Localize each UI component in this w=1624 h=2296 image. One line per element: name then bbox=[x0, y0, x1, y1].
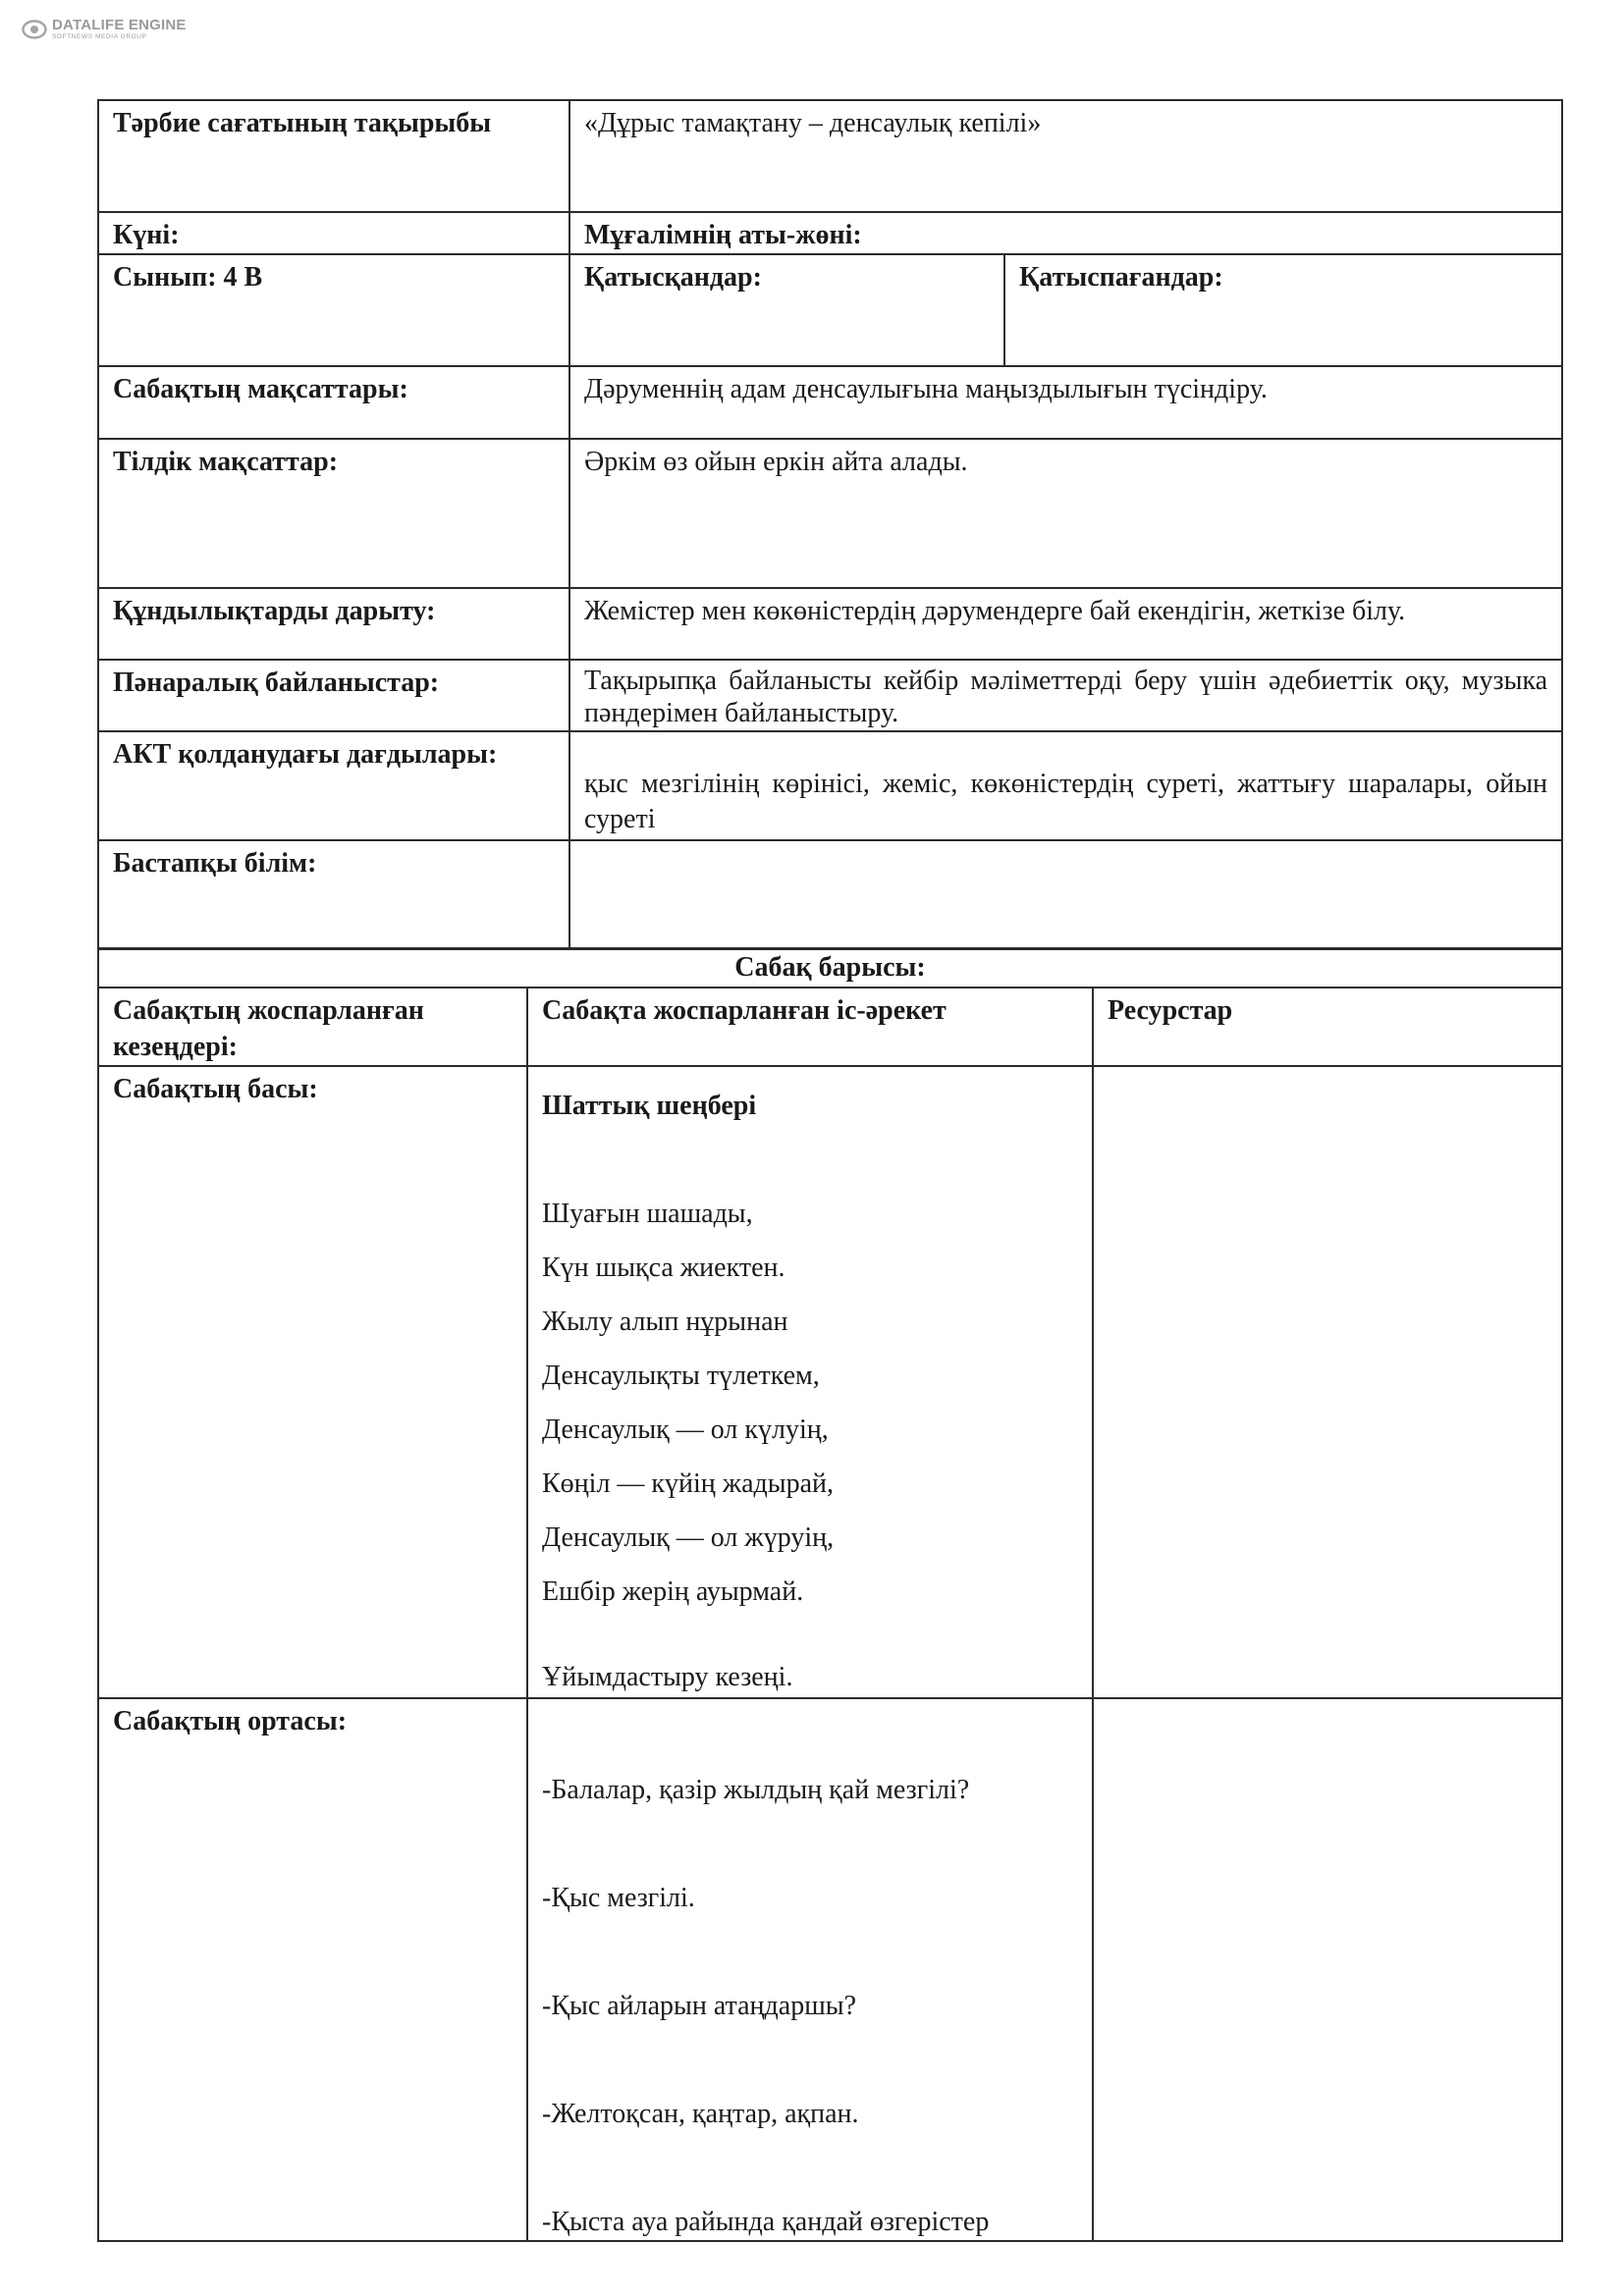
ict-skills-value: қыс мезгілінің көрінісі, жеміс, көкөністердің суреті, жаттығу шаралары, ойын суреті bbox=[569, 731, 1562, 840]
start-stage-label: Сабақтың басы: bbox=[98, 1066, 527, 1698]
poem-line: Жылу алып нұрынан bbox=[542, 1307, 788, 1337]
absent-label: Қатыспағандар: bbox=[1004, 254, 1562, 366]
watermark-subtitle: SOFTNEWS MEDIA GROUP bbox=[52, 33, 147, 40]
middle-stage-label: Сабақтың ортасы: bbox=[98, 1698, 527, 2241]
topic-label: Тәрбие сағатының тақырыбы bbox=[98, 100, 569, 212]
poem-line: Денсаулық — ол жүруің, bbox=[542, 1522, 835, 1553]
present-label: Қатысқандар: bbox=[569, 254, 1004, 366]
eye-logo-icon bbox=[22, 19, 47, 40]
language-goals-label: Тілдік мақсаттар: bbox=[98, 439, 569, 588]
start-resources-cell bbox=[1093, 1066, 1562, 1698]
poem-line: Ешбір жерің ауырмай. bbox=[542, 1576, 804, 1607]
col-resources-header: Ресурстар bbox=[1093, 988, 1562, 1066]
teacher-label: Мұғалімнің аты-жөні: bbox=[569, 212, 1562, 254]
col-activity-header: Сабақта жоспарланған іс-әрекет bbox=[527, 988, 1093, 1066]
middle-resources-cell bbox=[1093, 1698, 1562, 2241]
col-stages-header: Сабақтың жоспарланған кезеңдері: bbox=[98, 988, 527, 1066]
middle-activity-cell bbox=[527, 1698, 1093, 2241]
values-label: Құндылықтарды дарыту: bbox=[98, 588, 569, 660]
dialogue-line: -Қыста ауа райында қандай өзгерістер bbox=[542, 2207, 990, 2237]
watermark-title: DATALIFE ENGINE bbox=[52, 17, 187, 33]
poem-line: Күн шықса жиектен. bbox=[542, 1253, 785, 1283]
class-label: Сынып: 4 В bbox=[98, 254, 569, 366]
prior-knowledge-label: Бастапқы білім: bbox=[98, 840, 569, 948]
interdisciplinary-value: Тақырыпқа байланысты кейбір мәліметтерді беру үшін әдебиеттік оқу, музыка пәндерімен байланыстыру. bbox=[569, 660, 1562, 731]
poem-line: Көңіл — күйің жадырай, bbox=[542, 1468, 835, 1499]
lesson-info-table bbox=[97, 99, 1563, 949]
dialogue-line: -Қыс айларын атаңдаршы? bbox=[542, 1991, 857, 2021]
start-activity-cell bbox=[527, 1066, 1093, 1698]
dialogue-line: -Қыс мезгілі. bbox=[542, 1883, 695, 1913]
topic-value: «Дұрыс тамақтану – денсаулық кепілі» bbox=[569, 100, 1562, 212]
dialogue-line: -Желтоқсан, қаңтар, ақпан. bbox=[542, 2099, 859, 2129]
poem-line: Шуағын шашады, bbox=[542, 1199, 753, 1229]
dialogue-line: -Балалар, қазір жылдың қай мезгілі? bbox=[542, 1775, 970, 1805]
interdisciplinary-label: Пәнаралық байланыстар: bbox=[98, 660, 569, 731]
language-goals-value: Әркім өз ойын еркін айта алады. bbox=[569, 439, 1562, 588]
prior-knowledge-value bbox=[569, 840, 1562, 948]
watermark-logo bbox=[22, 18, 187, 41]
date-label: Күні: bbox=[98, 212, 569, 254]
poem-line: Денсаулық — ол күлуің, bbox=[542, 1415, 829, 1445]
org-stage: Ұйымдастыру кезеңі. bbox=[542, 1662, 793, 1692]
values-value: Жемістер мен көкөністердің дәрумендерге бай екендігін, жеткізе білу. bbox=[569, 588, 1562, 660]
lesson-progress-table bbox=[97, 948, 1563, 2242]
ict-skills-label: АКТ қолданудағы дағдылары: bbox=[98, 731, 569, 840]
progress-title: Сабақ барысы: bbox=[98, 949, 1562, 988]
goals-label: Сабақтың мақсаттары: bbox=[98, 366, 569, 439]
circle-title: Шаттық шеңбері bbox=[542, 1091, 757, 1121]
goals-value: Дәруменнің адам денсаулығына маңыздылығын түсіндіру. bbox=[569, 366, 1562, 439]
poem-line: Денсаулықты түлеткем, bbox=[542, 1361, 820, 1391]
